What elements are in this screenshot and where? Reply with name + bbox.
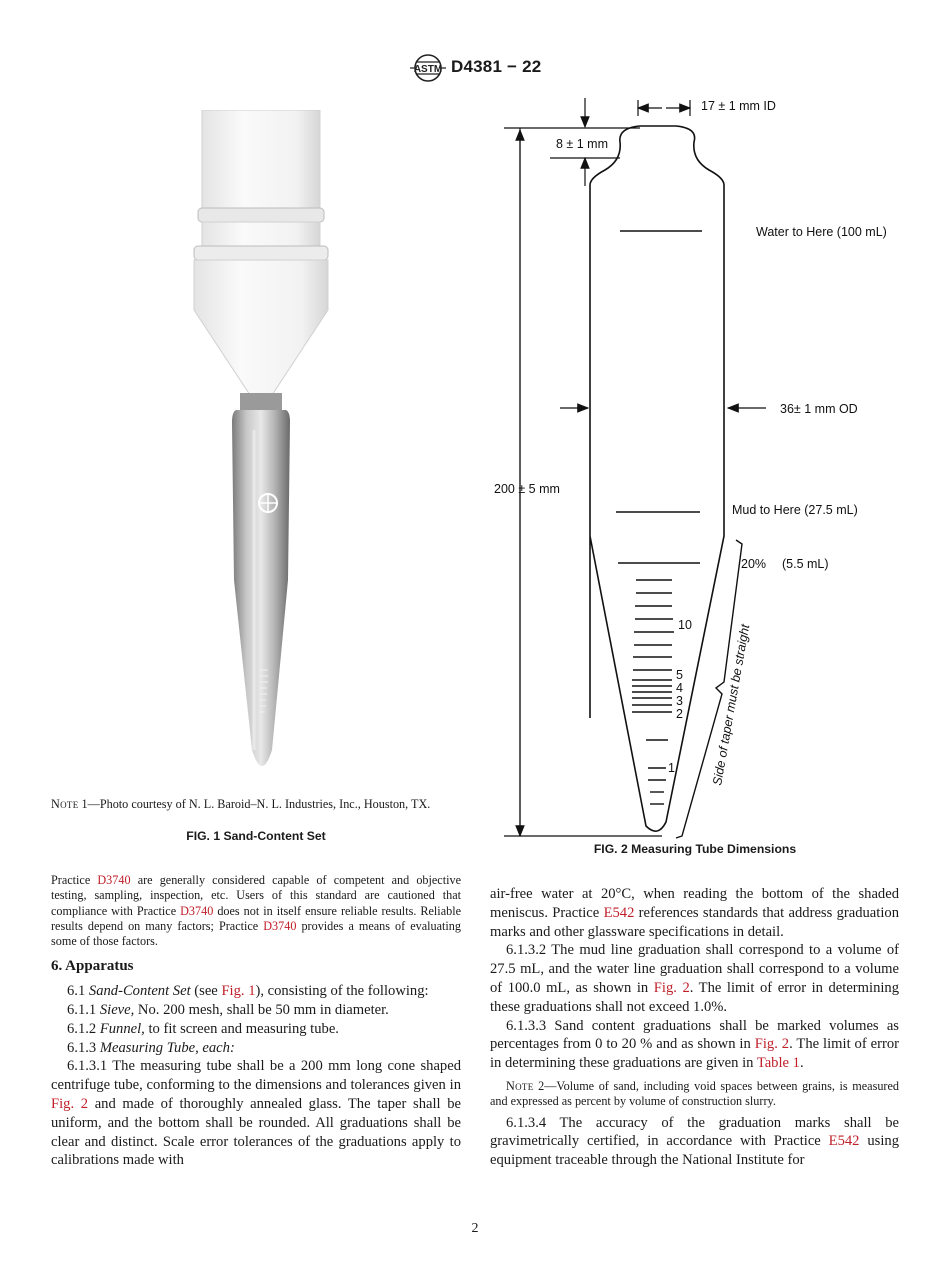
graduation-3-label: 3 [676,694,683,708]
fig-2-link[interactable]: Fig. 2 [51,1096,89,1113]
taper-note-label: Side of taper must be straight [710,623,753,787]
figure-1-note [51,797,461,812]
note-label: Note [51,797,79,811]
section-6-1-3-3: 6.1.3.3 Sand content graduations shall be marked volumes as percentages from 0 to 20 % and as shown in Fig. 2. The limit of error in determining these graduations are given in Table 1. [490,1017,900,1072]
measuring-tube-diagram [480,90,940,850]
graduation-10-label: 10 [678,618,692,632]
neck-dimension-label: 8 ± 1 mm [556,137,609,151]
figure-2-caption: FIG. 2 Measuring Tube Dimensions [593,842,797,856]
section-6-1-1: 6.1.1 Sieve, No. 200 mesh, shall be 50 mm in diameter. [67,1002,389,1019]
graduation-2-label: 2 [676,707,683,721]
water-level-label: Water to Here (100 mL) [756,225,887,239]
right-column [490,885,899,1170]
e542-link[interactable]: E542 [828,1133,860,1150]
page-number: 2 [471,1221,479,1236]
section-6-1: 6.1 Sand-Content Set (see Fig. 1), consisting of the following: [67,983,429,1000]
sand-content-set-photo [160,110,360,790]
fig-1-link[interactable]: Fig. 1 [221,983,256,1000]
section-6-1-3: 6.1.3 Measuring Tube, each: [67,1039,235,1056]
figure-1-caption: FIG. 1 Sand-Content Set [186,829,326,843]
e542-link[interactable]: E542 [603,904,635,921]
fig-2-link[interactable]: Fig. 2 [754,1036,790,1053]
continued-paragraph: air-free water at 20°C, when reading the bottom of the shaded meniscus. Practice E542 references standards that address graduation marks and other glassware specifications in detail. [490,886,899,940]
intro-paragraph: Practice D3740 are generally considered capable of competent and objective testing, sampling, inspection, etc. Users of this standard are cautioned that compliance with Practice D3740 does not in itself ensure reliable results. Reliable results depend on many factors; Practice D3740 provides a means of evaluating some of those factors. [51,873,461,949]
section-6-1-2: 6.1.2 Funnel, to fit screen and measuring tube. [67,1020,339,1037]
svg-text:ASTM: ASTM [413,64,443,75]
graduation-4-label: 4 [676,681,683,695]
note-text: 1—Photo courtesy of N. L. Baroid–N. L. Industries, Inc., Houston, TX. [78,797,431,811]
fig-2-link[interactable]: Fig. 2 [653,979,690,996]
standard-designation: D4381 − 22 [451,57,542,76]
section-6-1-3-1: 6.1.3.1 The measuring tube shall be a 200 mm long cone shaped centrifuge tube, conforming to the dimensions and tolerances given in Fig. 2 and made of thoroughly annealed glass. The taper shall be uniform, and the bottom shall be rounded. All graduations shall be clear and distinct. Scale error tolerances of the graduations apply to calibrations made with [51,1058,462,1169]
note-2: Note 2—Volume of sand, including void spaces between grains, is measured and expressed as percent by volume of construction slurry. [490,1078,899,1109]
od-dimension-label: 36± 1 mm OD [780,402,858,416]
d3740-link[interactable]: D3740 [180,903,214,918]
d3740-link[interactable]: D3740 [97,873,131,887]
section-6-1-3-4: 6.1.3.4 The accuracy of the graduation marks shall be gravimetrically certified, in accordance with Practice E542 using equipment traceable through the National Institute for [490,1114,900,1169]
graduation-5-label: 5 [676,668,683,682]
section-6-1-3-2: 6.1.3.2 The mud line graduation shall correspond to a volume of 27.5 mL, and the water line graduation shall correspond to a volume of 100.0 mL, as shown in Fig. 2. The limit of error in determining these graduations shall not exceed 1.0%. [490,942,900,1015]
mud-level-label: Mud to Here (27.5 mL) [732,503,858,517]
id-dimension-label: 17 ± 1 mm ID [701,99,776,113]
section-heading: 6. Apparatus [51,958,134,975]
twenty-percent-volume-label: (5.5 mL) [782,557,829,571]
left-column [51,873,461,1170]
graduation-1-label: 1 [668,761,675,775]
page-header [0,53,950,83]
length-dimension-label: 200 ± 5 mm [494,482,560,496]
astm-logo-icon [408,53,448,88]
d3740-link[interactable]: D3740 [263,918,297,933]
twenty-percent-label: 20% [741,557,767,571]
table-1-link[interactable]: Table 1 [756,1055,800,1072]
